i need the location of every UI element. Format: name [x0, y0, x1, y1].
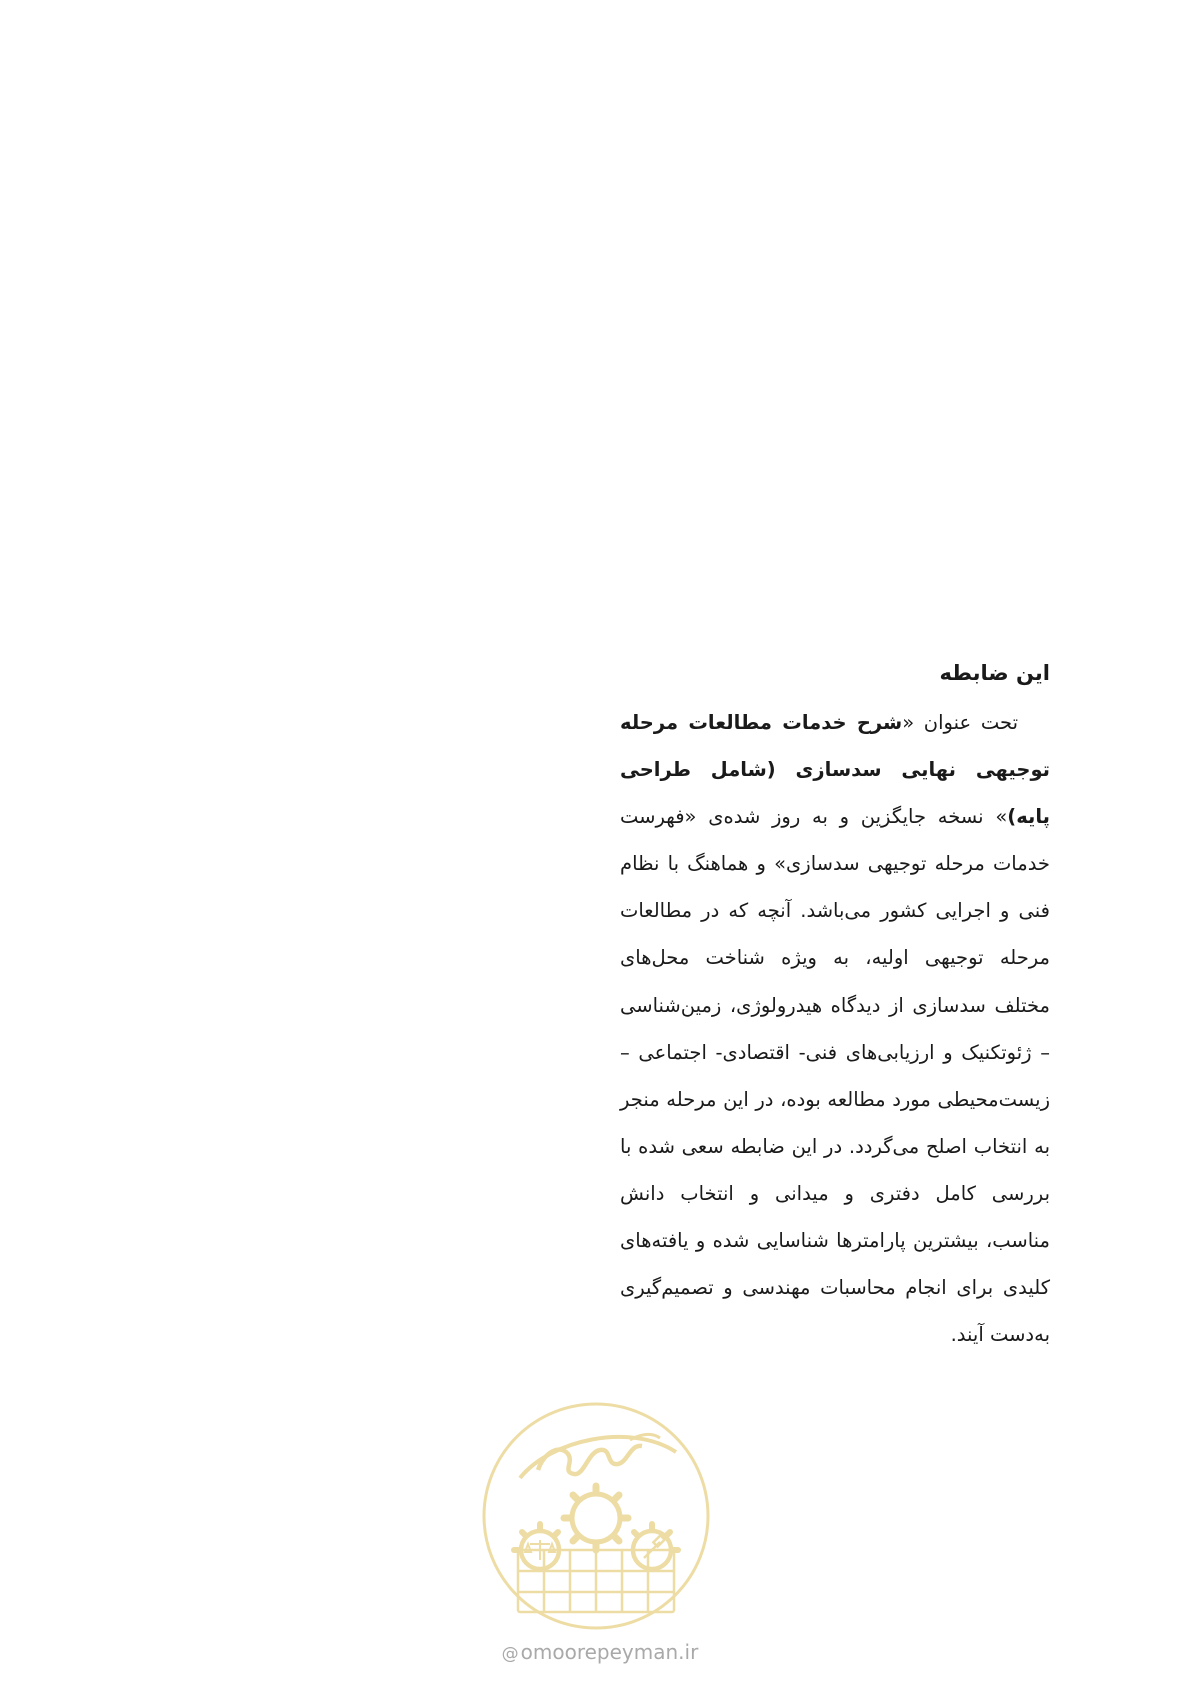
paragraph-body: » نسخه جایگزین و به روز شده‌ی «فهرست خدمات مرحله توجیهی سدسازی» و هماهنگ با نظام فنی و اجرایی کشور می‌باشد. آنچه که در مطالعات مرحله توجیهی اولیه، به ویژه شناخت محل‌های مختلف سدسازی از دیدگاه هیدرولوژی، زمین‌شناسی – ژئوتکنیک و ارزیابی‌های فنی- اقتصادی- اجتماعی – زیست‌محیطی مورد مطالعه بوده، در این مرحله منجر به انتخاب اصلح می‌گردد. در این ضابطه سعی شده با بررسی کامل دفتری و میدانی و انتخاب دانش مناسب، بیشترین پارامترها شناسایی شده و یافته‌های کلیدی برای انجام محاسبات مهندسی و تصمیم‌گیری به‌دست آیند.	[620, 805, 1050, 1347]
document-text-block	[620, 655, 1050, 1358]
watermark-url	[490, 1640, 710, 1664]
paragraph-bold-title: شرح خدمات مطالعات مرحله توجیهی نهایی سدسازی (شامل طراحی پایه)	[620, 711, 1050, 829]
section-heading: این ضابطه	[939, 661, 1050, 685]
watermark-url-text: omoorepeyman.ir	[520, 1640, 699, 1664]
watermark-logo	[480, 1400, 712, 1632]
body-paragraph	[620, 699, 1050, 1358]
paragraph-intro: تحت عنوان «	[902, 711, 1018, 734]
at-icon: @	[501, 1644, 519, 1664]
